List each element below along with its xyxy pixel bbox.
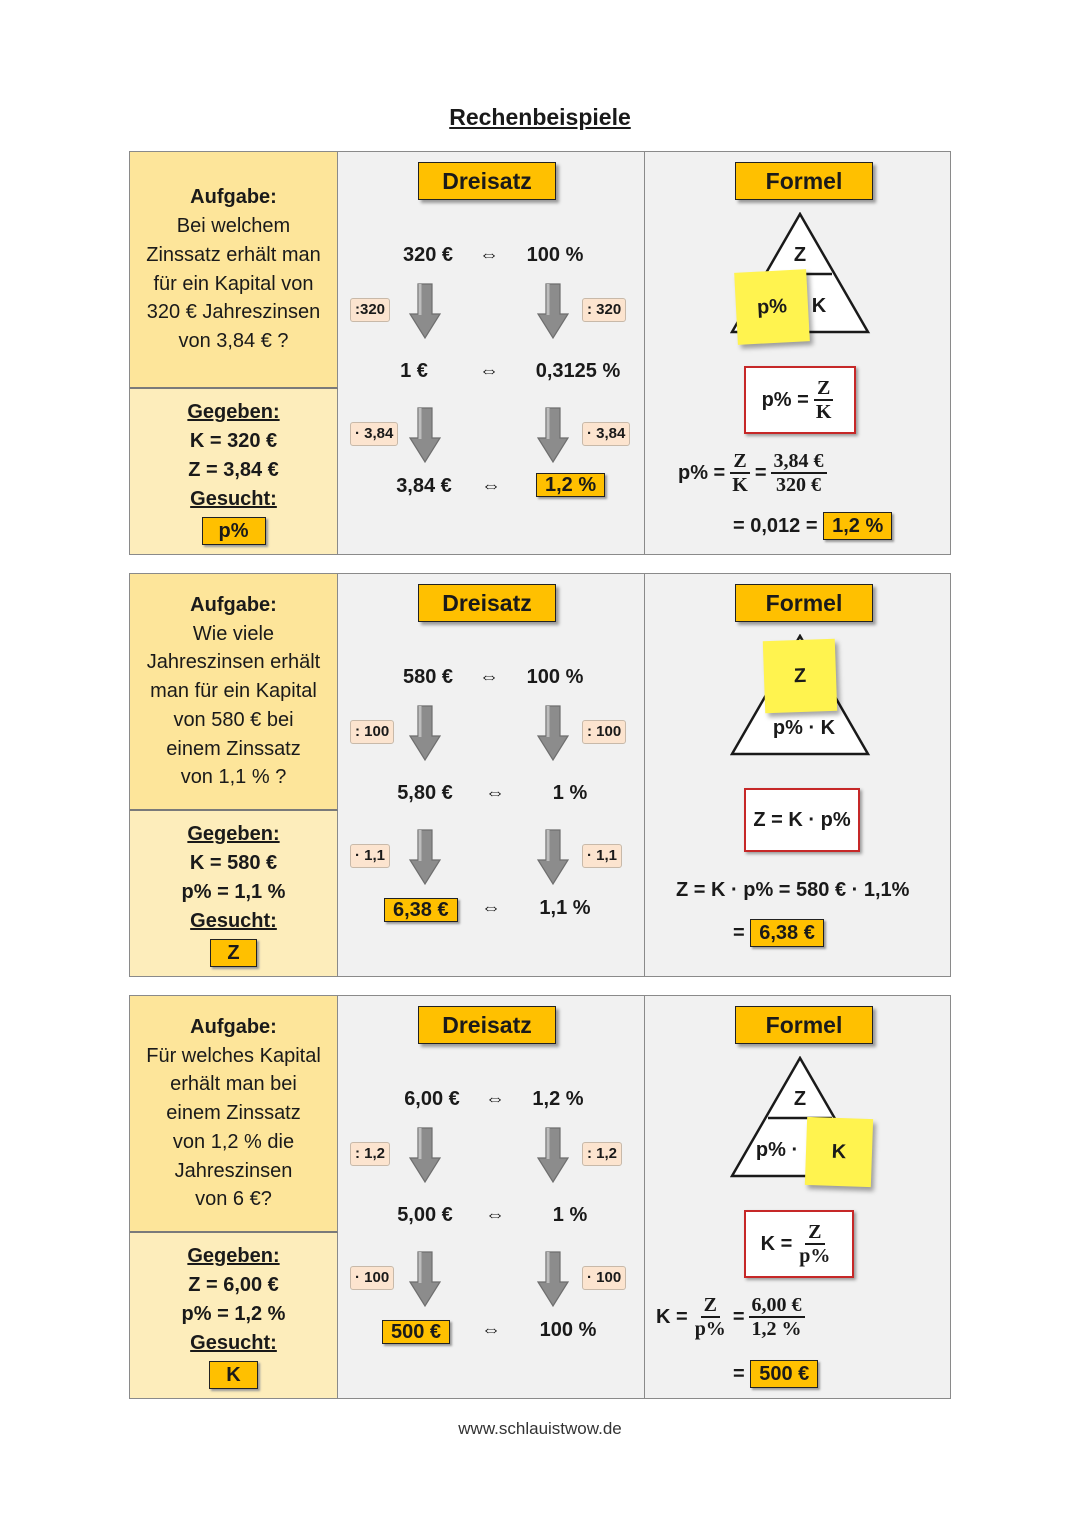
footer-url[interactable]: www.schlauistwow.de: [458, 1419, 622, 1438]
sought-value: K: [209, 1361, 257, 1389]
op-left-2: · 1,1: [350, 844, 390, 868]
task-line: von 580 € bei: [173, 708, 294, 731]
given-heading: Gegeben:: [187, 401, 280, 423]
row2-left: 5,00 €: [397, 1204, 453, 1226]
calculation-line-2: [733, 919, 824, 947]
sought-heading: Gesucht:: [190, 910, 277, 932]
task-box: [130, 574, 338, 811]
dreisatz-header: Dreisatz: [418, 1006, 556, 1044]
calculation-line-1: [656, 1294, 809, 1340]
task-line: von 1,1 % ?: [180, 766, 287, 789]
sticky-note: K: [805, 1117, 873, 1187]
denominator: 320 €: [776, 474, 821, 496]
task-line: 320 € Jahreszinsen: [146, 301, 321, 324]
row1-left: 580 €: [402, 666, 454, 688]
task-heading: Aufgabe:: [190, 594, 277, 617]
op-right-1: : 1,2: [582, 1142, 622, 1166]
calc-lhs: p% =: [678, 461, 726, 484]
sticky-note: p%: [734, 269, 810, 345]
formula-box: [744, 1210, 854, 1278]
arrow-down-icon: [407, 828, 443, 886]
denominator: 1,2 %: [751, 1318, 802, 1340]
formel-header: Formel: [735, 1006, 873, 1044]
task-heading: Aufgabe:: [190, 1016, 277, 1039]
row2-left: 1 €: [400, 360, 428, 382]
row1-right: 100 %: [526, 244, 584, 266]
given-value: p% = 1,1 %: [181, 881, 286, 903]
sought-heading: Gesucht:: [190, 488, 277, 510]
arrow-down-icon: [407, 282, 443, 340]
op-right-1: : 100: [582, 720, 626, 744]
example-panel-2: [129, 573, 951, 977]
calc-fraction: [771, 450, 827, 496]
numerator: 6,00 €: [749, 1294, 805, 1318]
triangle-z: Z: [793, 1088, 807, 1110]
row1-right: 1,2 %: [532, 1088, 584, 1110]
task-heading: Aufgabe:: [190, 186, 277, 209]
dreisatz-header: Dreisatz: [418, 584, 556, 622]
row2-right: 0,3125 %: [535, 360, 621, 382]
dreisatz-header: Dreisatz: [418, 162, 556, 200]
triangle-bottom-left: p% ·: [755, 1139, 799, 1161]
given-value: K = 580 €: [189, 852, 278, 874]
equiv-icon: ⇔: [481, 897, 501, 919]
calc-prefix: =: [733, 921, 745, 944]
op-right-2: · 100: [582, 1266, 626, 1290]
column-divider: [644, 152, 645, 554]
equiv-icon: ⇔: [479, 244, 499, 266]
arrow-down-icon: [535, 1250, 571, 1308]
task-line: für ein Kapital von: [153, 272, 314, 295]
row2-right: 1 %: [552, 782, 588, 804]
equiv-icon: ⇔: [479, 666, 499, 688]
formel-header: Formel: [735, 584, 873, 622]
result-highlight: 500 €: [382, 1320, 450, 1344]
calc-fraction: [692, 1294, 729, 1340]
calculation-line-1: [678, 450, 831, 496]
op-left-1: : 1,2: [350, 1142, 390, 1166]
result-highlight: 6,38 €: [384, 898, 458, 922]
row3-right: 100 %: [539, 1319, 597, 1341]
numerator: Z: [805, 1221, 824, 1245]
formula-fraction: [796, 1221, 833, 1267]
example-panel-1: [129, 151, 951, 555]
row2-right: 1 %: [552, 1204, 588, 1226]
task-line: Für welches Kapital: [146, 1044, 321, 1067]
task-line: von 6 €?: [195, 1188, 272, 1211]
numerator: Z: [730, 450, 749, 474]
formula-box: [744, 366, 856, 434]
task-box: [130, 996, 338, 1233]
equiv-icon: ⇔: [485, 1088, 505, 1110]
given-value: p% = 1,2 %: [181, 1303, 286, 1325]
row1-left: 6,00 €: [404, 1088, 460, 1110]
arrow-down-icon: [407, 1250, 443, 1308]
denominator: p%: [799, 1245, 831, 1267]
calc-fraction: [749, 1294, 805, 1340]
calc-lhs: K =: [656, 1305, 688, 1328]
sought-value: p%: [202, 517, 266, 545]
task-line: einem Zinssatz: [166, 1102, 301, 1125]
sought-heading: Gesucht:: [190, 1332, 277, 1354]
calc-prefix: =: [733, 1362, 745, 1385]
task-line: Bei welchem: [176, 215, 291, 238]
given-heading: Gegeben:: [187, 1245, 280, 1267]
row3-left: 3,84 €: [396, 475, 452, 497]
task-box: [130, 152, 338, 389]
denominator: p%: [694, 1318, 726, 1340]
calc-result: 1,2 %: [823, 512, 892, 540]
arrow-down-icon: [407, 406, 443, 464]
task-line: Wie viele: [192, 622, 275, 645]
arrow-down-icon: [535, 406, 571, 464]
row1-left: 320 €: [402, 244, 454, 266]
given-box: [130, 1233, 338, 1398]
given-heading: Gegeben:: [187, 823, 280, 845]
result-highlight: 1,2 %: [536, 473, 605, 497]
numerator: 3,84 €: [771, 450, 827, 474]
task-line: einem Zinssatz: [166, 737, 301, 760]
op-right-2: · 3,84: [582, 422, 630, 446]
formula-lhs: p% =: [761, 388, 809, 411]
given-value: Z = 6,00 €: [188, 1274, 279, 1296]
op-left-1: : 100: [350, 720, 394, 744]
task-line: Jahreszinsen: [174, 1159, 293, 1182]
equiv-icon: ⇔: [481, 1319, 501, 1341]
calculation-line-2: [733, 512, 892, 540]
calc-fraction: [729, 450, 751, 496]
triangle-z: Z: [793, 244, 807, 266]
numerator: Z: [701, 1294, 720, 1318]
equiv-icon: ⇔: [481, 475, 501, 497]
row3-right: 1,1 %: [539, 897, 591, 919]
equiv-icon: ⇔: [479, 360, 499, 382]
formula-fraction: [813, 377, 835, 423]
equiv-icon: ⇔: [485, 1204, 505, 1226]
example-panel-3: [129, 995, 951, 1399]
task-line: von 3,84 € ?: [178, 329, 289, 352]
equals: =: [732, 1305, 745, 1328]
arrow-down-icon: [535, 704, 571, 762]
op-right-2: · 1,1: [582, 844, 622, 868]
given-box: [130, 389, 338, 554]
given-value: Z = 3,84 €: [188, 459, 279, 481]
numerator: Z: [814, 377, 833, 401]
arrow-down-icon: [407, 704, 443, 762]
task-line: erhält man bei: [170, 1073, 297, 1096]
task-line: Jahreszinsen erhält: [146, 651, 321, 674]
calculation-line-1: Z = K · p% = 580 € · 1,1%: [676, 879, 910, 901]
arrow-down-icon: [407, 1126, 443, 1184]
calc-result: 6,38 €: [750, 919, 824, 947]
column-divider: [644, 996, 645, 1398]
equiv-icon: ⇔: [485, 782, 505, 804]
row1-right: 100 %: [526, 666, 584, 688]
page-title: Rechenbeispiele: [449, 104, 631, 130]
triangle-k: K: [811, 295, 827, 317]
triangle-bottom: p% · K: [772, 717, 836, 739]
op-right-1: : 320: [582, 298, 626, 322]
op-left-2: · 3,84: [350, 422, 398, 446]
arrow-down-icon: [535, 828, 571, 886]
task-line: von 1,2 % die: [172, 1130, 295, 1153]
row2-left: 5,80 €: [397, 782, 453, 804]
sought-value: Z: [210, 939, 256, 967]
task-line: man für ein Kapital: [150, 680, 317, 703]
column-divider: [644, 574, 645, 976]
given-value: K = 320 €: [189, 430, 278, 452]
calculation-line-2: [733, 1360, 818, 1388]
calc-result: 500 €: [750, 1360, 818, 1388]
op-left-2: · 100: [350, 1266, 394, 1290]
arrow-down-icon: [535, 282, 571, 340]
calc-prefix: = 0,012 =: [733, 514, 818, 537]
arrow-down-icon: [535, 1126, 571, 1184]
denominator: K: [732, 474, 748, 496]
denominator: K: [815, 401, 832, 423]
formel-header: Formel: [735, 162, 873, 200]
op-left-1: :320: [350, 298, 390, 322]
formula-lhs: K =: [760, 1232, 793, 1255]
sticky-note: Z: [763, 639, 837, 713]
formula-box: Z = K · p%: [744, 788, 860, 852]
equals: =: [754, 461, 767, 484]
task-line: Zinssatz erhält man: [146, 243, 321, 266]
given-box: [130, 811, 338, 976]
